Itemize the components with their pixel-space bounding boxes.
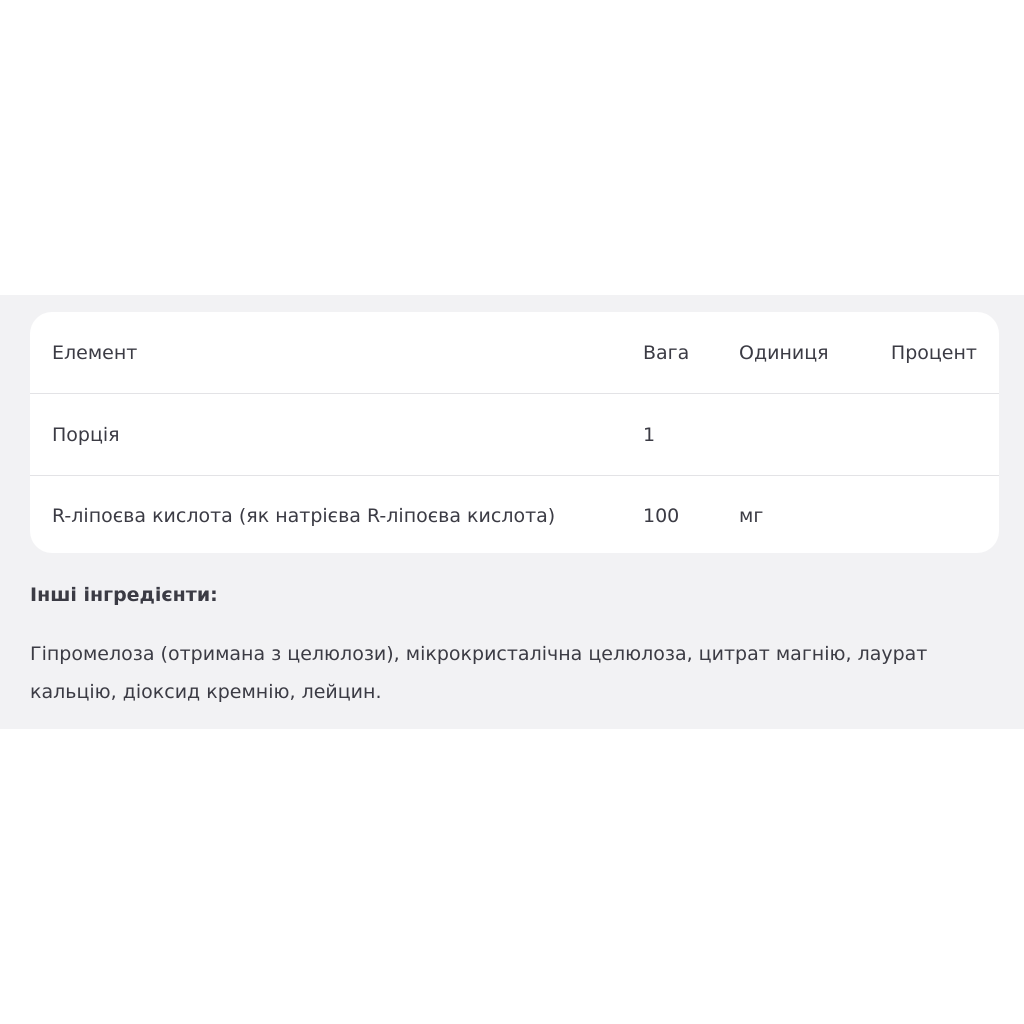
header-unit: Одиниця [739,342,829,364]
header-percent: Процент [890,342,977,364]
nutrition-table [30,312,999,553]
row-weight: 1 [643,424,656,446]
table-header-row [30,312,999,394]
row-unit: мг [739,505,764,527]
nutrition-section [0,295,1024,729]
header-weight: Вага [643,342,690,364]
table-row [30,394,999,476]
row-element: R-ліпоєва кислота (як натрієва R-ліпоєва кислота) [52,505,556,527]
header-element: Елемент [52,342,138,364]
other-ingredients-text: Гіпромелоза (отримана з целюлози), мікрокристалічна целюлоза, цитрат магнію, лаурат кальцію, діоксид кремнію, лейцин. [30,643,928,703]
row-weight: 100 [643,505,680,527]
row-element: Порція [52,424,120,446]
other-ingredients-title: Інші інгредієнти: [30,584,218,606]
table-row [30,476,999,553]
